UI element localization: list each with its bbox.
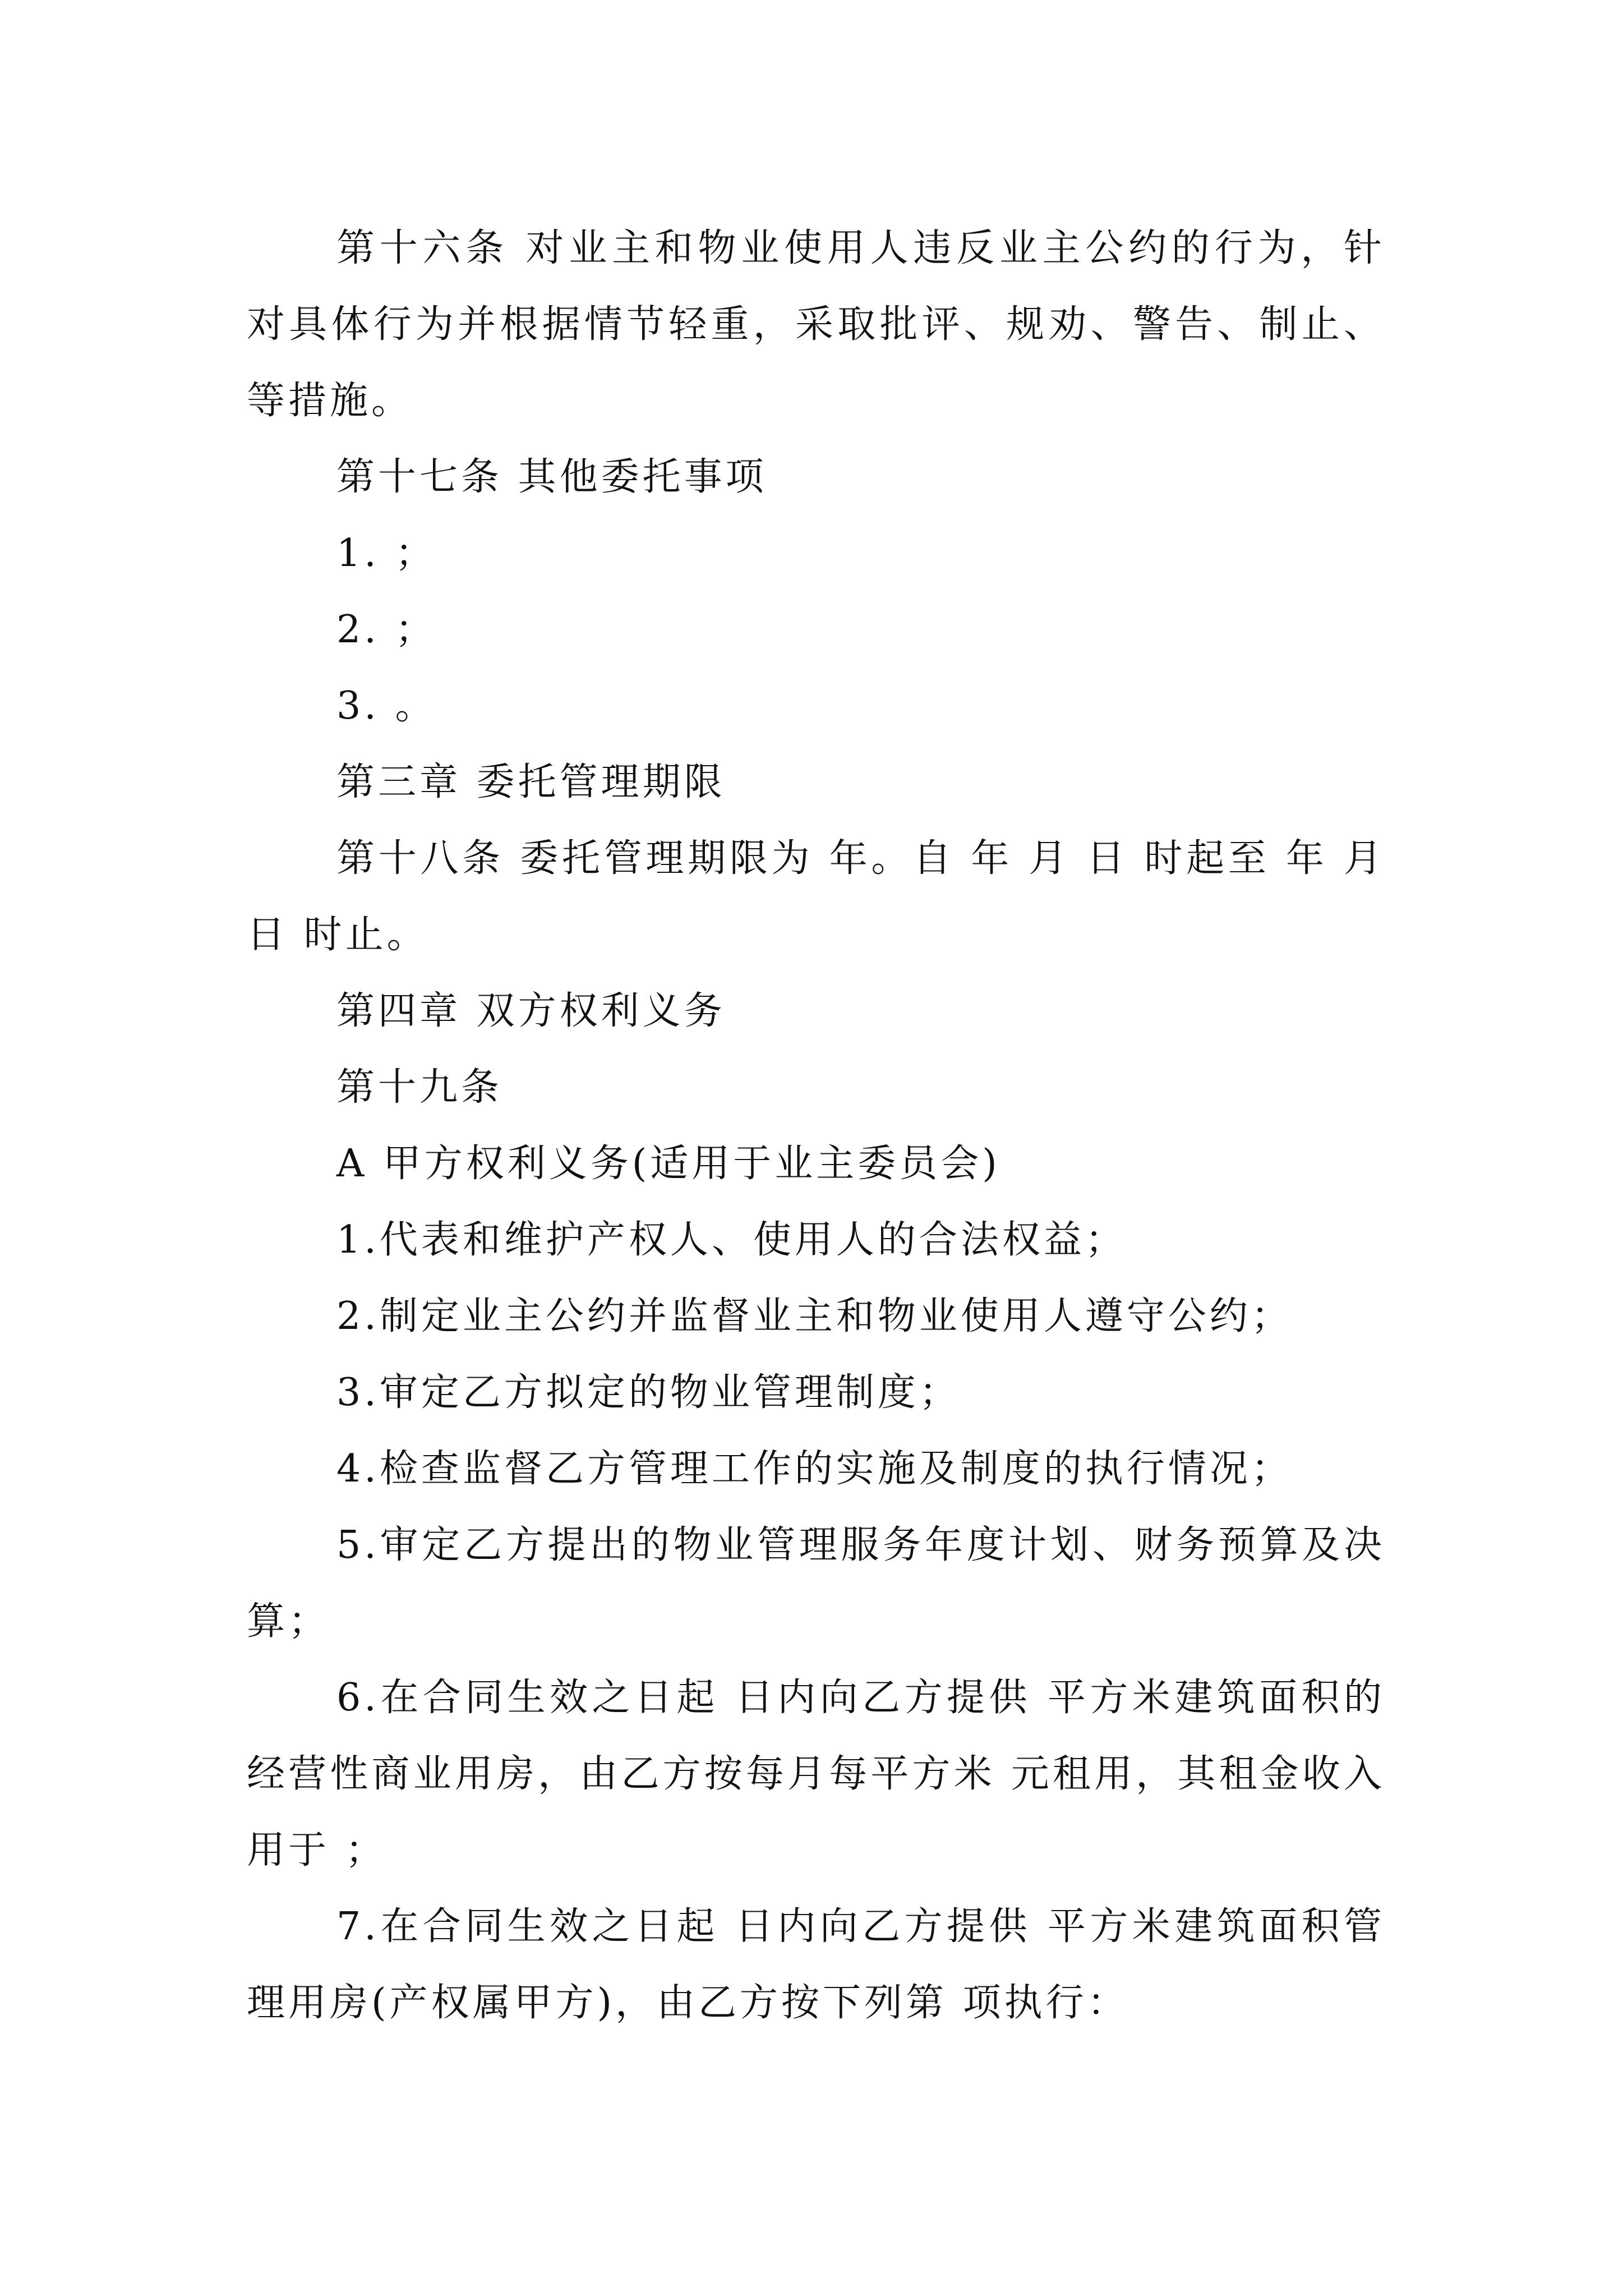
list-item: 4.检查监督乙方管理工作的实施及制度的执行情况； bbox=[336, 1447, 1293, 1491]
section-a-heading: A 甲方权利义务(适用于业主委员会) bbox=[336, 1142, 1000, 1186]
list-item: 1.代表和维护产权人、使用人的合法权益； bbox=[336, 1218, 1127, 1262]
list-item: 2.制定业主公约并监督业主和物业使用人遵守公约； bbox=[336, 1294, 1293, 1338]
list-item: 6.在合同生效之日起 日内向乙方提供 平方米建筑面积的经营性商业用房，由乙方按每月每平方米 元租用，其租金收入用于 ； bbox=[247, 1676, 1385, 1872]
list-item: 2. ； bbox=[336, 608, 437, 652]
chapter-4-heading: 第四章 双方权利义务 bbox=[336, 989, 726, 1033]
list-item: 3.审定乙方拟定的物业管理制度； bbox=[336, 1370, 961, 1415]
list-item: 3. 。 bbox=[336, 684, 437, 728]
article-19-heading: 第十九条 bbox=[336, 1065, 503, 1110]
list-item: 5.审定乙方提出的物业管理服务年度计划、财务预算及决算； bbox=[247, 1523, 1385, 1644]
list-item: 7.在合同生效之日起 日内向乙方提供 平方米建筑面积管理用房(产权属甲方)，由乙方按下列第 项执行： bbox=[247, 1904, 1385, 2025]
article-17-heading: 第十七条 其他委托事项 bbox=[336, 455, 767, 499]
document-body bbox=[247, 210, 1385, 2041]
article-16-paragraph: 第十六条 对业主和物业使用人违反业主公约的行为，针对具体行为并根据情节轻重，采取批评、规劝、警告、制止、 等措施。 bbox=[247, 226, 1385, 423]
chapter-3-heading: 第三章 委托管理期限 bbox=[336, 760, 726, 804]
list-item: 1. ； bbox=[336, 531, 437, 576]
article-18-paragraph: 第十八条 委托管理期限为 年。自 年 月 日 时起至 年 月 日 时止。 bbox=[247, 836, 1385, 957]
